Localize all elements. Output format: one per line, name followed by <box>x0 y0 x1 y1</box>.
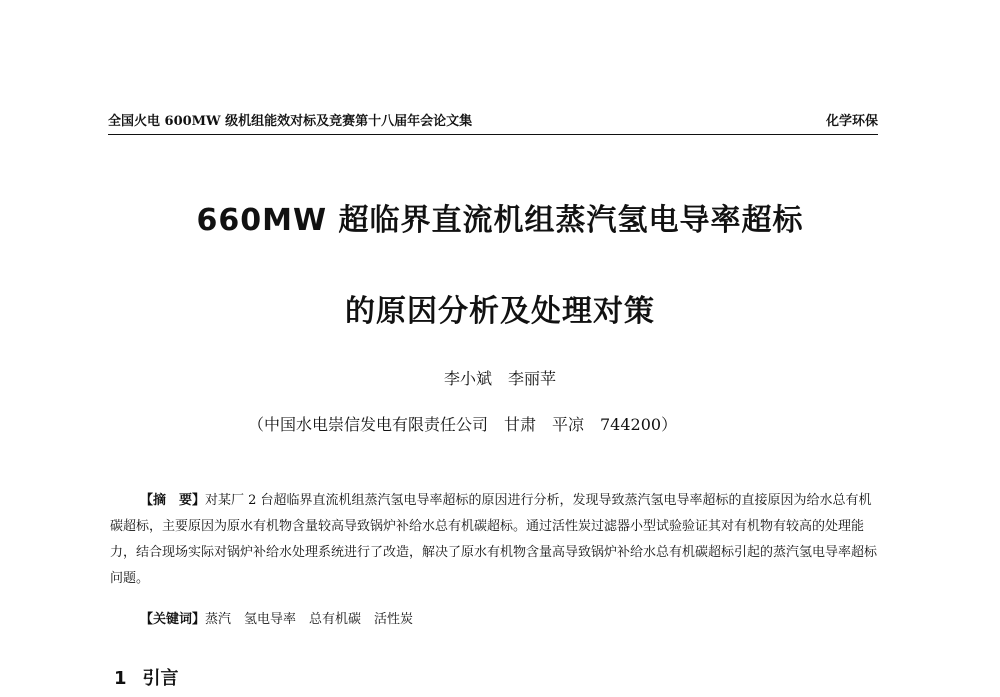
running-header-right: 化学环保 <box>825 114 878 129</box>
keywords-label: 【关键词】 <box>140 612 206 627</box>
affiliation: （中国水电崇信发电有限责任公司 甘肃 平凉 744200） <box>248 415 678 434</box>
paper-title-line-1: 660MW 超临界直流机组蒸汽氢电导率超标 <box>196 203 804 238</box>
authors: 李小斌 李丽苹 <box>443 369 556 388</box>
paper-title-line-2: 的原因分析及处理对策 <box>345 294 655 329</box>
abstract <box>110 488 880 592</box>
section-heading <box>114 664 179 690</box>
running-header-left: 全国火电 600MW 级机组能效对标及竞赛第十八届年会论文集 <box>108 114 473 129</box>
section-title: 引言 <box>142 668 179 689</box>
keywords-text: 蒸汽 氢电导率 总有机碳 活性炭 <box>205 612 414 627</box>
section-number: 1 <box>114 668 127 689</box>
abstract-text: 对某厂 2 台超临界直流机组蒸汽氢电导率超标的原因进行分析，发现导致蒸汽氢电导率超标的直接原因为给水总有机碳超标，主要原因为原水有机物含量较高导致锅炉补给水总有机碳超标。通过活性炭过滤器小型试验验证其对有机物有较高的处理能力，结合现场实际对锅炉补给水处理系统进行了改造，解决了原水有机物含量高导致锅炉补给水总有机碳超标引起的蒸汽氢电导率超标问题。 <box>110 493 878 586</box>
running-header <box>108 110 878 135</box>
abstract-label: 【摘 要】 <box>140 493 206 508</box>
keywords <box>140 608 413 627</box>
